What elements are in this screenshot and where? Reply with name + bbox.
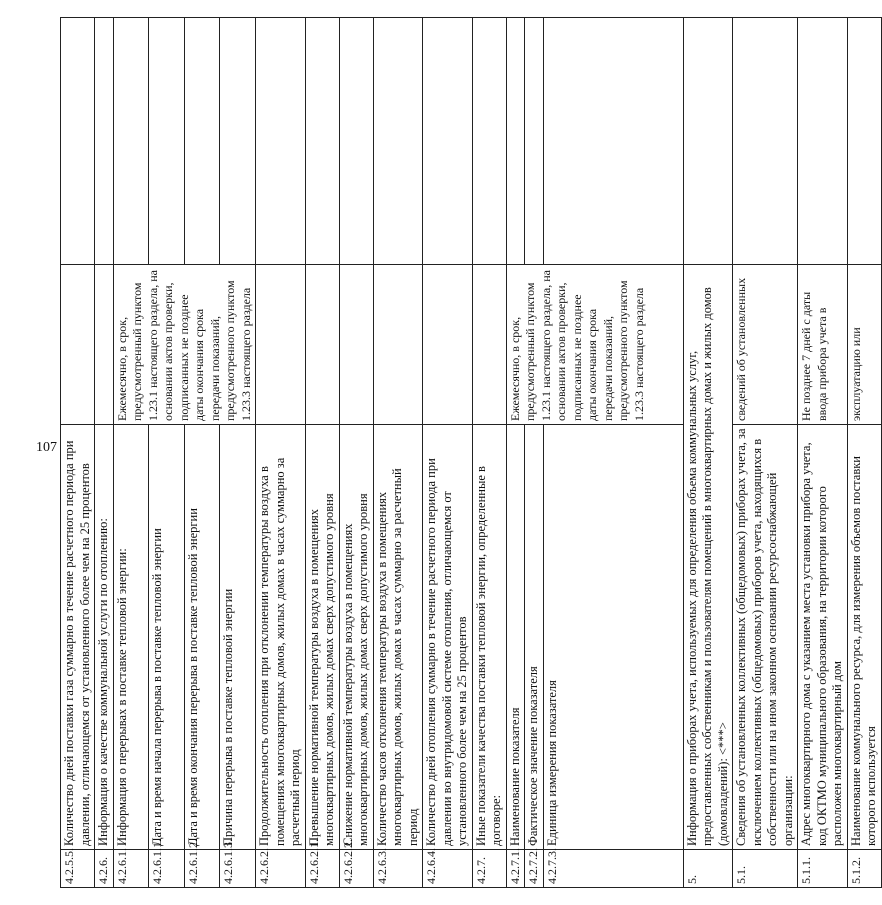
row-deadline: [472, 265, 506, 425]
row-deadline: Ежемесячно, в срок, предусмотренный пунктом 1.23.1 настоящего раздела, на основании актов проверки, подписанных не позднее даты окончания срока передачи показаний, предусмотренного пунктом 1.23.3 настоящего раздела: [506, 265, 683, 425]
row-blank: [525, 18, 544, 265]
row-number: 4.2.5.5.: [61, 850, 95, 888]
row-deadline: [95, 265, 114, 425]
row-blank: [506, 18, 525, 265]
row-number: 4.2.6.4.: [423, 850, 473, 888]
row-description: Адрес многоквартирного дома с указанием места установки прибора учета, код ОКТМО муниципального образования, на территории которого расположен многоквартирный дом: [798, 425, 848, 850]
row-number: 4.2.7.2.: [525, 850, 544, 888]
row-number: 4.2.6.1.2.: [184, 850, 220, 888]
row-blank: [95, 18, 114, 265]
table-row: [506, 18, 525, 888]
row-description: Единица измерения показателя: [543, 425, 683, 850]
table-row: [184, 18, 220, 888]
section-heading: Информация о приборах учета, используемых для определения объема коммунальных услуг, предоставленных собственникам и пользователям помещений в многоквартирных домах и жилых домов (домовладений): <***>: [683, 265, 733, 850]
row-blank: [373, 18, 423, 265]
row-number: 4.2.6.2.: [256, 850, 306, 888]
row-number: 4.2.7.: [472, 850, 506, 888]
row-number: 4.2.6.1.: [113, 850, 149, 888]
row-blank: [220, 18, 256, 265]
row-blank: [683, 18, 733, 265]
row-blank: [798, 18, 848, 265]
row-blank: [423, 18, 473, 265]
row-number: 5.1.: [733, 850, 798, 888]
page-number: 107: [36, 440, 57, 455]
table-row: [798, 18, 848, 888]
row-description: Снижение нормативной температуры воздуха в помещениях многоквартирных домов, жилых домах сверх допустимого уровня: [339, 425, 373, 850]
row-number: 4.2.6.1.1.: [149, 850, 185, 888]
row-description: Сведения об установленных коллективных (общедомовых) приборах учета, за исключением коллективных (общедомовых) приборов учета, находящихся в собственности или на ином законном основании ресурсоснабжающей организации:: [733, 425, 798, 850]
table-row: [113, 18, 149, 888]
row-number: 4.2.6.1.3.: [220, 850, 256, 888]
table-row: [733, 18, 798, 888]
row-description: Продолжительность отопления при отклонении температуры воздуха в помещениях многоквартирных домов, жилых домах в часах суммарно за расчетный период: [256, 425, 306, 850]
table-row: [95, 18, 114, 888]
table-row: [305, 18, 339, 888]
table-row: [61, 18, 95, 888]
table-row: [525, 18, 544, 888]
rotated-page-content: [60, 18, 878, 888]
row-blank: [847, 18, 881, 265]
row-deadline: Ежемесячно, в срок, предусмотренный пунктом 1.23.1 настоящего раздела, на основании актов проверки, подписанных не позднее даты окончания срока передачи показаний, предусмотренного пунктом 1.23.3 настоящего раздела: [113, 265, 256, 425]
table-row: [472, 18, 506, 888]
row-number: 4.2.6.: [95, 850, 114, 888]
row-description: Наименование показателя: [506, 425, 525, 850]
table-row: [256, 18, 306, 888]
row-description: Информация о перерывах в поставке тепловой энергии:: [113, 425, 149, 850]
row-number: 4.2.7.1.: [506, 850, 525, 888]
table-row: [683, 18, 733, 888]
row-blank: [256, 18, 306, 265]
row-blank: [113, 18, 149, 265]
row-number: 4.2.7.3.: [543, 850, 683, 888]
row-number: 4.2.6.2.1.: [305, 850, 339, 888]
row-blank: [733, 18, 798, 265]
row-blank: [339, 18, 373, 265]
table-row: [543, 18, 683, 888]
row-deadline: Не позднее 7 дней с даты ввода прибора учета в: [798, 265, 848, 425]
row-blank: [305, 18, 339, 265]
row-number: 5.1.2.: [847, 850, 881, 888]
row-deadline: сведений об установленных: [733, 265, 798, 425]
row-deadline: эксплуатацию или: [847, 265, 881, 425]
row-description: Дата и время начала перерыва в поставке тепловой энергии: [149, 425, 185, 850]
row-description: Превышение нормативной температуры воздуха в помещениях многоквартирных домов, жилых домах сверх допустимого уровня: [305, 425, 339, 850]
row-description: Количество дней поставки газа суммарно в течение расчетного периода при давлении, отличающемся от установленного более чем на 25 процентов: [61, 425, 95, 850]
row-deadline: [61, 265, 95, 425]
requirements-table: [60, 17, 882, 888]
table-row: [149, 18, 185, 888]
row-deadline: [339, 265, 373, 425]
row-description: Наименование коммунального ресурса, для измерения объемов поставки которого используется: [847, 425, 881, 850]
row-number: 4.2.6.2.2.: [339, 850, 373, 888]
row-blank: [472, 18, 506, 265]
row-deadline: [256, 265, 306, 425]
row-description: Иные показатели качества поставки тепловой энергии, определенные в договоре:: [472, 425, 506, 850]
row-description: Количество дней отопления суммарно в течение расчетного периода при давлении во внутридомовой системе отопления, отличающемся от установленного более чем на 25 процентов: [423, 425, 473, 850]
row-number: 5.: [683, 850, 733, 888]
table-row: [423, 18, 473, 888]
row-blank: [149, 18, 185, 265]
row-description: Фактическое значение показателя: [525, 425, 544, 850]
row-description: Количество часов отклонения температуры воздуха в помещениях многоквартирных домов, жилых домах в часах суммарно за расчетный период: [373, 425, 423, 850]
row-deadline: [305, 265, 339, 425]
row-number: 4.2.6.3.: [373, 850, 423, 888]
row-description: Дата и время окончания перерыва в поставке тепловой энергии: [184, 425, 220, 850]
row-blank: [184, 18, 220, 265]
row-description: Информация о качестве коммунальной услуги по отоплению:: [95, 425, 114, 850]
table-row: [220, 18, 256, 888]
row-deadline: [423, 265, 473, 425]
row-deadline: [373, 265, 423, 425]
table-row: [339, 18, 373, 888]
table-row: [373, 18, 423, 888]
table-row: [847, 18, 881, 888]
row-number: 5.1.1.: [798, 850, 848, 888]
row-description: Причина перерыва в поставке тепловой энергии: [220, 425, 256, 850]
row-blank: [61, 18, 95, 265]
row-blank: [543, 18, 683, 265]
